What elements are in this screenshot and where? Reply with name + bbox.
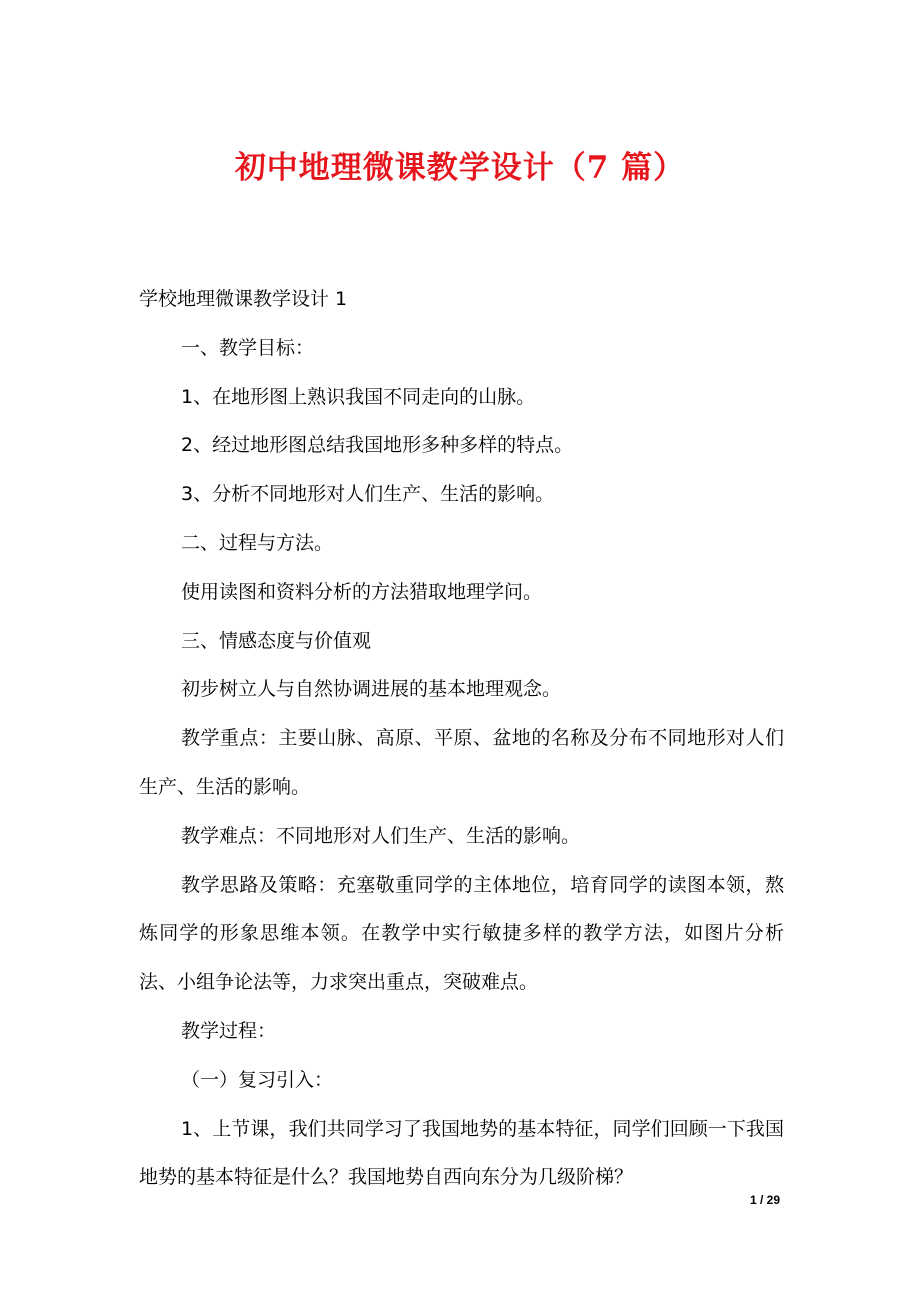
paragraph: 教学思路及策略：充塞敬重同学的主体地位，培育同学的读图本领，熬炼同学的形象思维本领。在教学中实行敏捷多样的教学方法，如图片分析法、小组争论法等，力求突出重点，突破难点。 [139,873,784,994]
paragraph: 教学过程： [181,1019,277,1042]
paragraph: （一）复习引入： [181,1068,334,1091]
paragraph: 3、分析不同地形对人们生产、生活的影响。 [181,483,555,506]
paragraph: 1、上节课，我们共同学习了我国地势的基本特征，同学们回顾一下我国地势的基本特征是什么？我国地势自西向东分为几级阶梯？ [139,1117,784,1189]
paragraph: 1、在地形图上熟识我国不同走向的山脉。 [181,385,536,408]
paragraph: 初步树立人与自然协调进展的基本地理观念。 [181,678,562,701]
paragraph: 三、情感态度与价值观 [181,629,372,652]
paragraph: 一、教学目标： [181,336,315,359]
paragraph: 二、过程与方法。 [181,531,334,554]
paragraph: 使用读图和资料分析的方法猎取地理学问。 [181,580,543,603]
document-title: 初中地理微课教学设计（7 篇） [234,150,686,186]
document-body [139,275,784,1202]
paragraph: 教学重点：主要山脉、高原、平原、盆地的名称及分布不同地形对人们生产、生活的影响。 [139,727,784,798]
page-number: 1 / 29 [749,1193,780,1207]
paragraph: 教学难点：不同地形对人们生产、生活的影响。 [181,824,581,847]
section-heading: 学校地理微课教学设计 1 [139,288,348,310]
paragraph: 2、经过地形图总结我国地形多种多样的特点。 [181,434,574,457]
